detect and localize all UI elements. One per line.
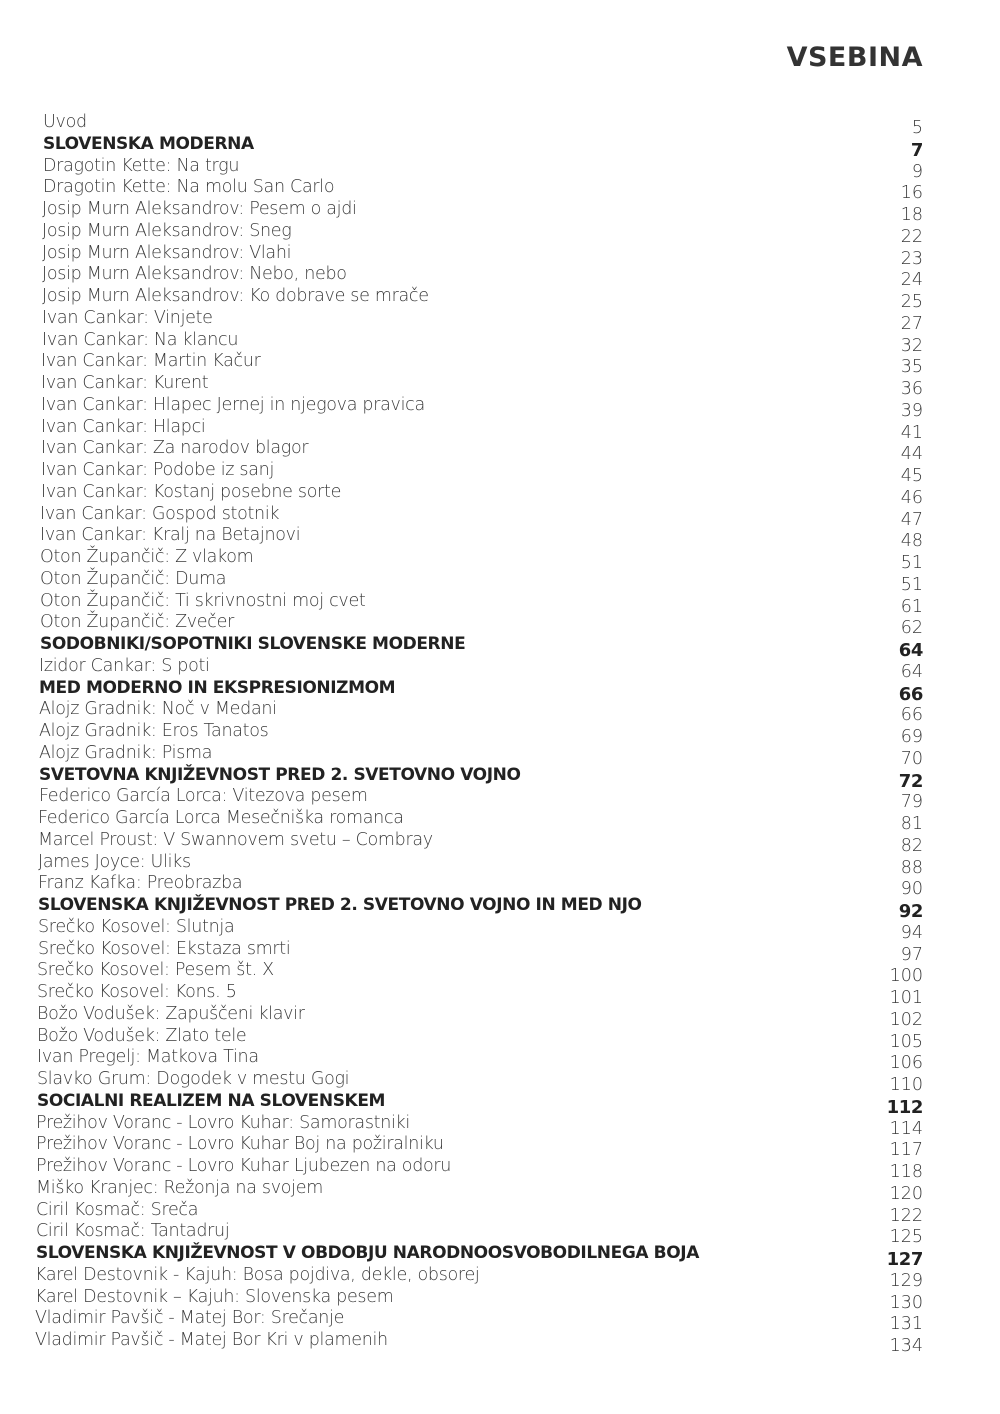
toc-entry-page-number: 51 bbox=[900, 574, 923, 595]
toc-entry bbox=[0, 329, 1000, 356]
toc-entry bbox=[0, 612, 1000, 639]
toc-entry-title: Srečko Kosovel: Slutnja bbox=[38, 916, 235, 937]
toc-entry-page-number: 66 bbox=[900, 705, 923, 726]
toc-entry bbox=[0, 460, 1000, 486]
toc-entry-page-number: 16 bbox=[900, 183, 923, 204]
toc-entry bbox=[0, 1069, 1000, 1095]
toc-entry-page-number: 129 bbox=[889, 1270, 923, 1291]
toc-entry bbox=[0, 438, 1000, 465]
toc-entry bbox=[0, 307, 1000, 334]
toc-entry-page-number: 70 bbox=[900, 748, 923, 769]
toc-entry bbox=[0, 481, 1000, 508]
toc-entry-title: Izidor Cankar: S poti bbox=[39, 655, 210, 676]
toc-entry-page-number: 39 bbox=[900, 400, 923, 421]
toc-entry-page-number: 9 bbox=[911, 161, 923, 182]
toc-entry-title: Ivan Cankar: Hlapci bbox=[41, 416, 206, 437]
toc-entry-page-number: 82 bbox=[900, 835, 923, 856]
toc-section-heading bbox=[0, 1243, 1000, 1270]
toc-entry bbox=[0, 373, 1000, 399]
toc-entry-title: Ivan Cankar: Za narodov blagor bbox=[41, 438, 309, 459]
toc-entry-page-number: 45 bbox=[900, 466, 923, 486]
toc-entry bbox=[0, 1003, 1000, 1030]
toc-entry-title: Oton Župančič: Duma bbox=[40, 568, 227, 589]
toc-entry bbox=[0, 177, 1000, 204]
toc-entry bbox=[0, 525, 1000, 552]
toc-entry-page-number: 23 bbox=[900, 248, 923, 269]
toc-entry-page-number: 100 bbox=[889, 966, 923, 987]
toc-entry bbox=[0, 416, 1000, 443]
toc-entry bbox=[0, 938, 1000, 965]
toc-entry-page-number: 106 bbox=[889, 1053, 923, 1074]
toc-entry-title: SLOVENSKA KNJIŽEVNOST V OBDOBJU NARODNOOSVOBODILNEGA BOJA bbox=[36, 1243, 699, 1263]
toc-entry-title: Božo Vodušek: Zlato tele bbox=[37, 1025, 247, 1046]
toc-entry bbox=[0, 547, 1000, 573]
toc-entry-page-number: 69 bbox=[900, 727, 923, 747]
toc-entry bbox=[0, 1134, 1000, 1161]
toc-entry bbox=[0, 394, 1000, 421]
toc-entry-title: Oton Župančič: Zvečer bbox=[40, 612, 234, 633]
toc-entry-page-number: 134 bbox=[889, 1336, 923, 1356]
toc-entry-title: Ivan Cankar: Kostanj posebne sorte bbox=[41, 481, 342, 502]
toc-entry-page-number: 27 bbox=[900, 313, 923, 334]
toc-entry-title: Ciril Kosmač: Tantadruj bbox=[36, 1221, 230, 1242]
toc-entry-page-number: 127 bbox=[886, 1249, 923, 1270]
toc-entry-title: Karel Destovnik - Kajuh: Bosa pojdiva, dekle, obsorej bbox=[35, 1264, 480, 1285]
toc-entry-page-number: 90 bbox=[900, 879, 923, 900]
toc-entry-title: Alojz Gradnik: Noč v Medani bbox=[39, 699, 277, 720]
toc-entry-title: Božo Vodušek: Zapuščeni klavir bbox=[37, 1003, 305, 1024]
toc-entry-title: Alojz Gradnik: Pisma bbox=[39, 742, 213, 763]
toc-entry-title: MED MODERNO IN EKSPRESIONIZMOM bbox=[39, 677, 396, 698]
toc-entry bbox=[0, 1330, 1000, 1356]
toc-entry bbox=[0, 1221, 1000, 1248]
toc-entry-title: James Joyce: Uliks bbox=[38, 851, 191, 872]
toc-entry bbox=[0, 112, 1000, 138]
toc-entry-page-number: 7 bbox=[910, 139, 923, 161]
toc-entry-title: Srečko Kosovel: Ekstaza smrti bbox=[38, 938, 291, 959]
toc-entry-title: SVETOVNA KNJIŽEVNOST PRED 2. SVETOVNO VOJNO bbox=[39, 764, 521, 785]
toc-entry-page-number: 81 bbox=[900, 814, 923, 834]
toc-entry-title: SLOVENSKA KNJIŽEVNOST PRED 2. SVETOVNO VOJNO IN MED NJO bbox=[38, 895, 642, 915]
toc-section-heading bbox=[0, 895, 1000, 922]
toc-entry-title: Uvod bbox=[43, 112, 87, 132]
toc-entry bbox=[0, 1286, 1000, 1313]
toc-entry-title: Ivan Cankar: Vinjete bbox=[42, 307, 213, 328]
toc-entry-page-number: 64 bbox=[898, 640, 923, 661]
toc-entry-title: Federico García Lorca: Vitezova pesem bbox=[39, 786, 368, 807]
toc-entry-page-number: 32 bbox=[900, 335, 923, 356]
toc-entry-title: Ivan Cankar: Gospod stotnik bbox=[40, 503, 280, 524]
page-title: VSEBINA bbox=[786, 42, 923, 73]
toc-entry-page-number: 94 bbox=[900, 922, 923, 943]
toc-entry-title: Srečko Kosovel: Kons. 5 bbox=[37, 982, 237, 1002]
toc-entry bbox=[0, 982, 1000, 1008]
toc-entry-title: Alojz Gradnik: Eros Tanatos bbox=[39, 721, 269, 741]
toc-entry bbox=[0, 503, 1000, 530]
toc-entry bbox=[0, 220, 1000, 247]
toc-entry-page-number: 25 bbox=[900, 292, 923, 312]
toc-entry-page-number: 118 bbox=[889, 1162, 923, 1182]
toc-entry-title: Josip Murn Aleksandrov: Vlahi bbox=[42, 242, 292, 263]
toc-entry-page-number: 88 bbox=[900, 857, 923, 878]
toc-entry-title: Ivan Cankar: Podobe iz sanj bbox=[41, 460, 275, 480]
toc-entry bbox=[0, 1199, 1000, 1226]
toc-entry-page-number: 79 bbox=[900, 792, 923, 813]
toc-entry-page-number: 122 bbox=[889, 1205, 923, 1226]
toc-entry-title: Federico García Lorca Mesečniška romanca bbox=[38, 808, 404, 828]
toc-entry-title: Oton Župančič: Z vlakom bbox=[40, 547, 254, 567]
toc-entry-title: Dragotin Kette: Na molu San Carlo bbox=[43, 177, 335, 198]
toc-entry-page-number: 97 bbox=[900, 944, 923, 965]
toc-entry-page-number: 114 bbox=[889, 1118, 923, 1139]
toc-entry bbox=[0, 1025, 1000, 1052]
toc-entry-title: Franz Kafka: Preobrazba bbox=[38, 873, 243, 894]
toc-entry-title: Karel Destovnik – Kajuh: Slovenska pesem bbox=[35, 1286, 394, 1307]
toc-entry-page-number: 105 bbox=[889, 1031, 923, 1052]
toc-section-heading bbox=[0, 764, 1000, 792]
toc-entry-page-number: 5 bbox=[911, 118, 923, 138]
toc-entry bbox=[0, 1047, 1000, 1074]
toc-entry-title: Ivan Pregelj: Matkova Tina bbox=[37, 1047, 259, 1068]
toc-section-heading bbox=[0, 133, 1000, 161]
toc-entry-title: SLOVENSKA MODERNA bbox=[43, 133, 254, 154]
toc-entry-page-number: 44 bbox=[900, 444, 923, 465]
toc-entry bbox=[0, 829, 1000, 856]
toc-entry bbox=[0, 264, 1000, 291]
toc-entry-title: Josip Murn Aleksandrov: Ko dobrave se mrače bbox=[42, 286, 429, 306]
toc-entry-page-number: 130 bbox=[889, 1292, 923, 1313]
toc-entry-title: Ivan Cankar: Martin Kačur bbox=[41, 351, 261, 372]
toc-entry-page-number: 117 bbox=[889, 1140, 923, 1161]
toc-entry bbox=[0, 721, 1000, 747]
toc-entry-title: Josip Murn Aleksandrov: Nebo, nebo bbox=[42, 264, 347, 285]
toc-entry-page-number: 101 bbox=[889, 988, 923, 1008]
toc-entry-title: Dragotin Kette: Na trgu bbox=[43, 155, 240, 176]
toc-entry-page-number: 131 bbox=[889, 1314, 923, 1335]
toc-entry-page-number: 48 bbox=[900, 531, 923, 552]
toc-entry-page-number: 61 bbox=[900, 596, 923, 617]
toc-entry bbox=[0, 568, 1000, 595]
toc-entry-page-number: 24 bbox=[900, 270, 923, 291]
toc-entry-page-number: 36 bbox=[900, 379, 923, 399]
toc-entry bbox=[0, 351, 1000, 378]
table-of-contents bbox=[0, 112, 1000, 1356]
toc-entry-title: Josip Murn Aleksandrov: Pesem o ajdi bbox=[42, 199, 357, 219]
toc-section-heading bbox=[0, 677, 1000, 705]
toc-entry bbox=[0, 1308, 1000, 1335]
toc-entry bbox=[0, 590, 1000, 617]
toc-entry bbox=[0, 1177, 1000, 1204]
toc-entry-title: Ciril Kosmač: Sreča bbox=[36, 1199, 199, 1220]
toc-entry-page-number: 66 bbox=[898, 683, 923, 705]
toc-entry-page-number: 47 bbox=[900, 509, 923, 530]
toc-entry-page-number: 112 bbox=[886, 1096, 923, 1118]
toc-entry bbox=[0, 155, 1000, 182]
toc-entry bbox=[0, 851, 1000, 878]
toc-entry-page-number: 62 bbox=[900, 618, 923, 639]
toc-section-heading bbox=[0, 634, 1000, 661]
toc-entry-title: Slavko Grum: Dogodek v mestu Gogi bbox=[37, 1069, 350, 1089]
toc-entry bbox=[0, 242, 1000, 269]
toc-entry-page-number: 120 bbox=[889, 1183, 923, 1204]
toc-entry bbox=[0, 655, 1000, 682]
toc-entry-page-number: 72 bbox=[898, 770, 923, 792]
toc-entry-title: Prežihov Voranc - Lovro Kuhar: Samorastniki bbox=[36, 1112, 410, 1133]
toc-entry-page-number: 92 bbox=[898, 901, 923, 922]
toc-entry-page-number: 46 bbox=[900, 487, 923, 508]
toc-entry bbox=[0, 873, 1000, 900]
toc-entry bbox=[0, 916, 1000, 943]
toc-entry-title: Vladimir Pavšič - Matej Bor Kri v plamenih bbox=[35, 1330, 388, 1350]
toc-entry-page-number: 41 bbox=[900, 422, 923, 443]
toc-section-heading bbox=[0, 1090, 1000, 1118]
toc-entry-page-number: 110 bbox=[889, 1075, 923, 1095]
toc-entry-title: Srečko Kosovel: Pesem št. X bbox=[37, 960, 274, 981]
toc-entry-title: Ivan Cankar: Na klancu bbox=[42, 329, 239, 350]
toc-entry-title: Prežihov Voranc - Lovro Kuhar Boj na požiralniku bbox=[36, 1134, 444, 1155]
toc-entry-title: Ivan Cankar: Hlapec Jernej in njegova pravica bbox=[41, 394, 425, 415]
toc-entry bbox=[0, 199, 1000, 225]
toc-entry-title: Marcel Proust: V Swannovem svetu – Combray bbox=[38, 829, 433, 850]
toc-entry-title: Vladimir Pavšič - Matej Bor: Srečanje bbox=[35, 1308, 345, 1329]
toc-entry-page-number: 18 bbox=[900, 205, 923, 225]
toc-entry-title: Oton Župančič: Ti skrivnostni moj cvet bbox=[40, 590, 366, 611]
toc-entry-page-number: 22 bbox=[900, 226, 923, 247]
toc-entry bbox=[0, 1112, 1000, 1139]
toc-entry bbox=[0, 1156, 1000, 1182]
toc-entry bbox=[0, 808, 1000, 834]
toc-entry-title: Ivan Cankar: Kralj na Betajnovi bbox=[40, 525, 301, 546]
toc-entry-title: Miško Kranjec: Režonja na svojem bbox=[36, 1177, 323, 1198]
toc-entry bbox=[0, 699, 1000, 726]
toc-entry-title: Ivan Cankar: Kurent bbox=[41, 373, 209, 393]
toc-entry bbox=[0, 786, 1000, 813]
toc-entry bbox=[0, 286, 1000, 312]
toc-entry-page-number: 64 bbox=[900, 661, 923, 682]
toc-entry-title: Prežihov Voranc - Lovro Kuhar Ljubezen na odoru bbox=[36, 1156, 452, 1176]
toc-entry bbox=[0, 742, 1000, 769]
toc-entry-page-number: 51 bbox=[900, 553, 923, 573]
toc-entry bbox=[0, 1264, 1000, 1291]
toc-entry-page-number: 102 bbox=[889, 1009, 923, 1030]
toc-entry-title: Josip Murn Aleksandrov: Sneg bbox=[42, 220, 292, 241]
toc-entry-title: SOCIALNI REALIZEM NA SLOVENSKEM bbox=[37, 1090, 386, 1111]
toc-entry-title: SODOBNIKI/SOPOTNIKI SLOVENSKE MODERNE bbox=[40, 634, 466, 654]
toc-entry bbox=[0, 960, 1000, 987]
toc-entry-page-number: 125 bbox=[889, 1227, 923, 1248]
toc-entry-page-number: 35 bbox=[900, 357, 923, 378]
